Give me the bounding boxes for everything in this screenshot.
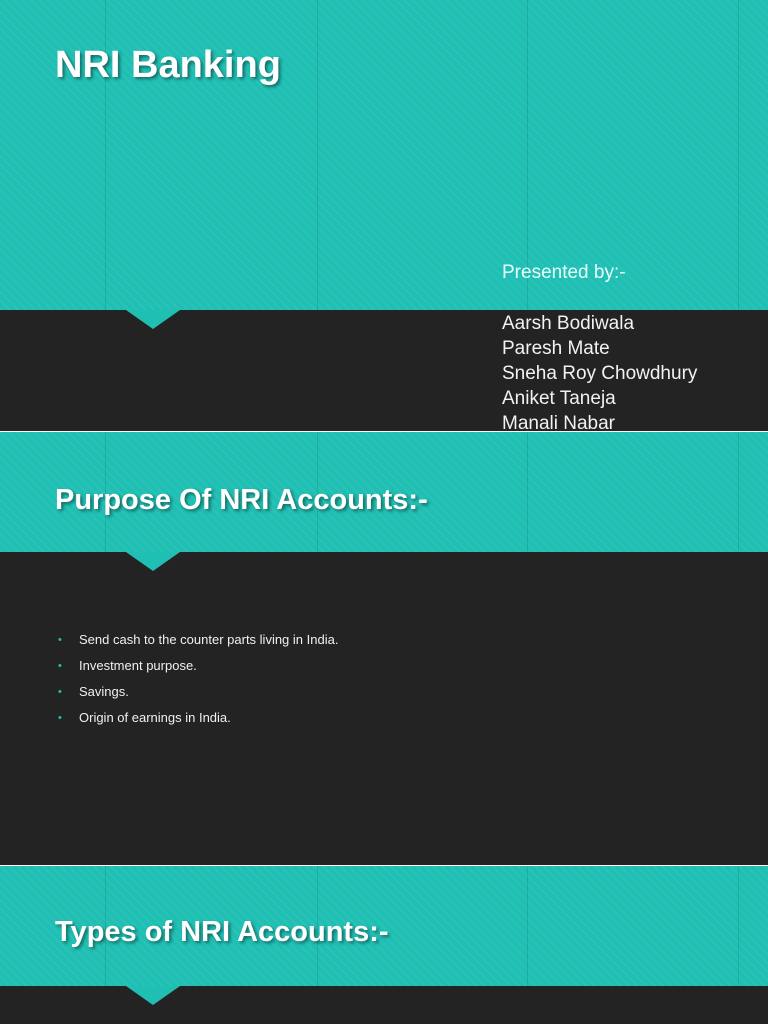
header-notch — [126, 552, 180, 571]
list-item — [58, 679, 338, 705]
list-item — [58, 627, 338, 653]
header-notch — [126, 310, 180, 329]
bullet-dot-icon: • — [58, 712, 62, 724]
slide-types — [0, 866, 768, 1024]
list-item-text: Savings. — [79, 684, 129, 699]
presenter-list — [502, 311, 697, 431]
bullet-dot-icon: • — [58, 660, 62, 672]
slide-body — [0, 986, 768, 1024]
presenter-name: Manali Nabar — [502, 413, 615, 431]
presenter-name: Aarsh Bodiwala — [502, 313, 635, 334]
presenter-name: Paresh Mate — [502, 338, 610, 359]
bullet-dot-icon: • — [58, 634, 62, 646]
page-title: NRI Banking — [55, 44, 281, 86]
presenter-name: Aniket Taneja — [502, 388, 616, 409]
header-notch — [126, 986, 180, 1005]
slide-heading: Purpose Of NRI Accounts:- — [55, 484, 428, 516]
presented-by-label: Presented by:- — [502, 262, 626, 283]
list-item — [58, 705, 338, 731]
bullet-dot-icon: • — [58, 686, 62, 698]
list-item-text: Send cash to the counter parts living in India. — [79, 632, 339, 647]
slide-title — [0, 0, 768, 431]
presenter-name: Sneha Roy Chowdhury — [502, 363, 698, 384]
slide-heading: Types of NRI Accounts:- — [55, 916, 389, 948]
list-item-text: Investment purpose. — [79, 658, 197, 673]
list-item-text: Origin of earnings in India. — [79, 710, 231, 725]
purpose-bullet-list — [58, 627, 338, 731]
list-item — [58, 653, 338, 679]
